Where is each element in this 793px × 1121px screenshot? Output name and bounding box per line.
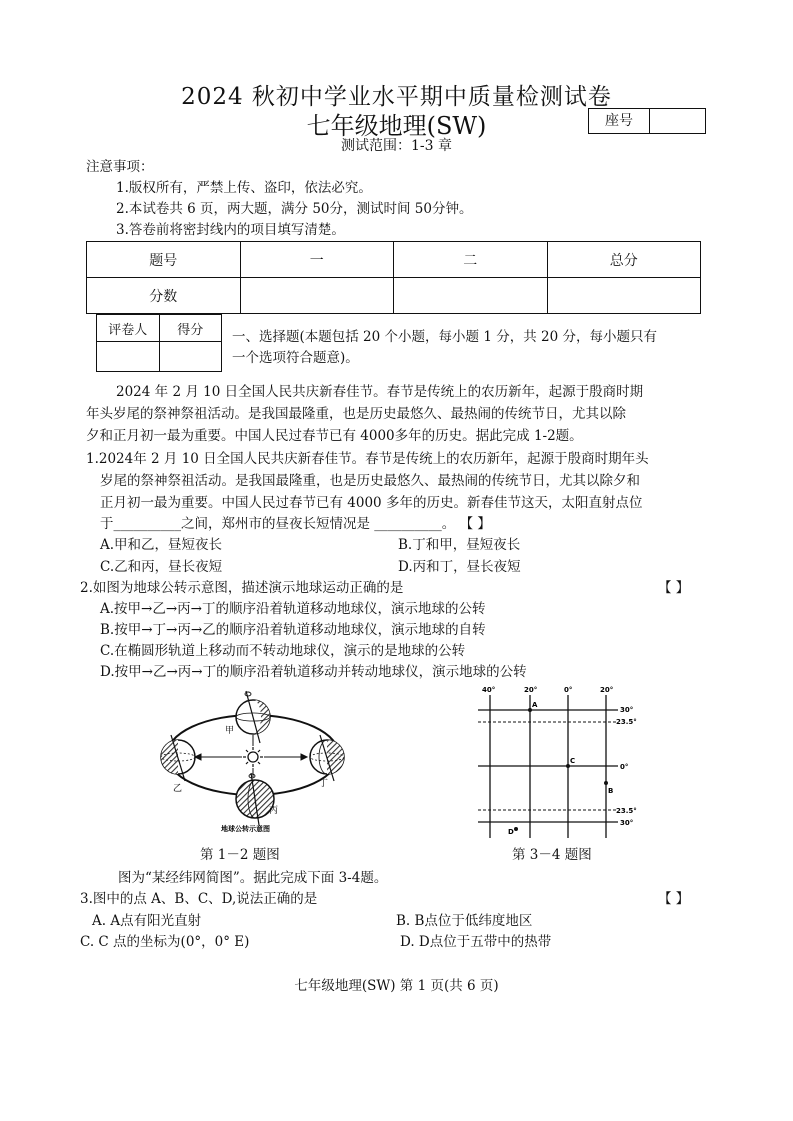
q3-option-a[interactable]: A. A点有阳光直射	[92, 913, 202, 929]
note-item: 2.本试卷共 6 页，两大题，满分 50分，测试时间 50分钟。	[116, 201, 473, 217]
q1-stem: 岁尾的祭神祭祖活动。是我国最隆重，也是历史最悠久、最热闹的传统节日，尤其以除夕和	[100, 473, 640, 489]
earth-revolution-diagram	[145, 685, 360, 835]
lon-label-20w: 20°	[524, 686, 538, 694]
point-b-label: B	[608, 787, 614, 795]
q1-option-d[interactable]: D.丙和丁，昼长夜短	[398, 559, 521, 575]
figure-1-caption: 第 1－2 题图	[200, 847, 280, 863]
figure-2-caption: 第 3－4 题图	[512, 847, 592, 863]
lon-label-0: 0°	[564, 686, 573, 694]
score-label: 得分	[159, 315, 222, 342]
q1-stem: 1.2024年 2 月 10 日全国人民共庆新春佳节。春节是传统上的农历新年，起源于殷商时期年头	[86, 451, 649, 467]
point-b-dot	[604, 781, 608, 785]
sunlight-arrows	[195, 735, 307, 777]
note-item: 1.版权所有，严禁上传、盗印，依法必究。	[116, 180, 372, 196]
score-header-cell: 二	[394, 242, 548, 278]
lat-label-30s: 30°	[620, 819, 634, 827]
earth-bing-icon	[236, 773, 274, 825]
intro-line: 年头岁尾的祭神祭祖活动。是我国最隆重，也是历史最悠久、最热闹的传统节日，尤其以除	[86, 406, 626, 422]
q3-answer-bracket[interactable]: 【 】	[658, 891, 690, 907]
score-blank-cell[interactable]	[240, 278, 394, 314]
lat-label-30n: 30°	[620, 706, 634, 714]
q1-stem-blanks: 于__________之间，郑州市的昼夜长短情况是 __________。 【 】	[100, 516, 491, 532]
label-ding: 丁	[319, 779, 329, 789]
q1-option-c[interactable]: C.乙和丙，昼长夜短	[100, 559, 223, 575]
score-header-cell: 题号	[87, 242, 241, 278]
grader-blank[interactable]	[97, 342, 160, 372]
score-blank[interactable]	[159, 342, 222, 372]
q2-answer-bracket[interactable]: 【 】	[658, 580, 690, 596]
lon-label-20e: 20°	[600, 686, 614, 694]
intro-q3-4: 图为“某经纬网简图”。据此完成下面 3-4题。	[118, 870, 388, 886]
seat-number-blank[interactable]	[650, 109, 705, 133]
graticule-diagram	[470, 683, 645, 843]
earth-ding-icon	[310, 735, 344, 781]
q1-option-b[interactable]: B.丁和甲，昼短夜长	[398, 537, 521, 553]
notes-heading: 注意事项：	[86, 159, 154, 175]
score-blank-cell[interactable]	[547, 278, 701, 314]
q3-option-b[interactable]: B. B点位于低纬度地区	[396, 913, 533, 929]
point-c-label: C	[570, 757, 576, 765]
q2-option-a[interactable]: A.按甲→乙→丙→丁的顺序沿着轨道移动地球仪，演示地球的公转	[100, 601, 486, 617]
label-jia: 甲	[225, 726, 235, 736]
q2-option-c[interactable]: C.在椭圆形轨道上移动而不转动地球仪，演示的是地球的公转	[100, 643, 466, 659]
point-a-label: A	[532, 701, 538, 709]
q1-option-a[interactable]: A.甲和乙，昼短夜长	[100, 537, 223, 553]
point-d-label: D	[508, 828, 514, 836]
q2-stem: 2.如图为地球公转示意图，描述演示地球运动正确的是	[80, 580, 404, 596]
score-row-label: 分数	[87, 278, 241, 314]
score-table	[86, 241, 701, 314]
exam-subtitle: 七年级地理(SW)	[306, 112, 487, 140]
q2-option-b[interactable]: B.按甲→丁→丙→乙的顺序沿着轨道移动地球仪，演示地球的自转	[100, 622, 486, 638]
grader-label: 评卷人	[97, 315, 160, 342]
lon-label-40: 40°	[482, 686, 496, 694]
score-header-cell: 一	[240, 242, 394, 278]
lat-label-23s: 23.5°	[616, 807, 637, 815]
intro-line: 夕和正月初一最为重要。中国人民过春节已有 4000多年的历史。据此完成 1-2题。	[86, 428, 583, 444]
sun-icon	[243, 747, 263, 767]
note-item: 3.答卷前将密封线内的项目填写清楚。	[116, 222, 345, 238]
label-yi: 乙	[173, 784, 183, 794]
test-range: 测试范围：1-3 章	[341, 138, 452, 154]
q2-option-d[interactable]: D.按甲→乙→丙→丁的顺序沿着轨道移动并转动地球仪，演示地球的公转	[100, 664, 527, 680]
lat-label-23n: 23.5°	[616, 718, 637, 726]
q1-stem: 正月初一最为重要。中国人民过春节已有 4000 多年的历史。新春佳节这天，太阳直射点位	[100, 495, 643, 511]
label-bing: 丙	[269, 806, 279, 816]
q3-stem: 3.图中的点 A、B、C、D,说法正确的是	[80, 891, 318, 907]
q3-option-c[interactable]: C. C 点的坐标为(0°，0° E)	[80, 934, 250, 950]
section-one-heading: 一、选择题(本题包括 20 个小题，每小题 1 分，共 20 分，每小题只有	[232, 329, 657, 345]
earth-yi-icon	[161, 735, 195, 781]
intro-line: 2024 年 2 月 10 日全国人民共庆新春佳节。春节是传统上的农历新年，起源于殷商时期	[116, 384, 644, 400]
lat-label-0: 0°	[620, 763, 629, 771]
section-one-heading-cont: 一个选项符合题意)。	[232, 350, 359, 366]
q3-option-d[interactable]: D. D点位于五带中的热带	[400, 934, 552, 950]
grader-table	[96, 314, 222, 372]
point-d-dot	[514, 827, 518, 831]
grid-lines	[478, 695, 618, 838]
score-blank-cell[interactable]	[394, 278, 548, 314]
page-footer: 七年级地理(SW) 第 1 页(共 6 页)	[294, 978, 499, 994]
seat-label: 座号	[589, 109, 650, 133]
diagram-inner-caption: 地球公转示意图	[221, 825, 270, 833]
seat-number-box[interactable]	[588, 108, 706, 134]
score-header-cell: 总分	[547, 242, 701, 278]
exam-title: 2024 秋初中学业水平期中质量检测试卷	[181, 84, 612, 110]
